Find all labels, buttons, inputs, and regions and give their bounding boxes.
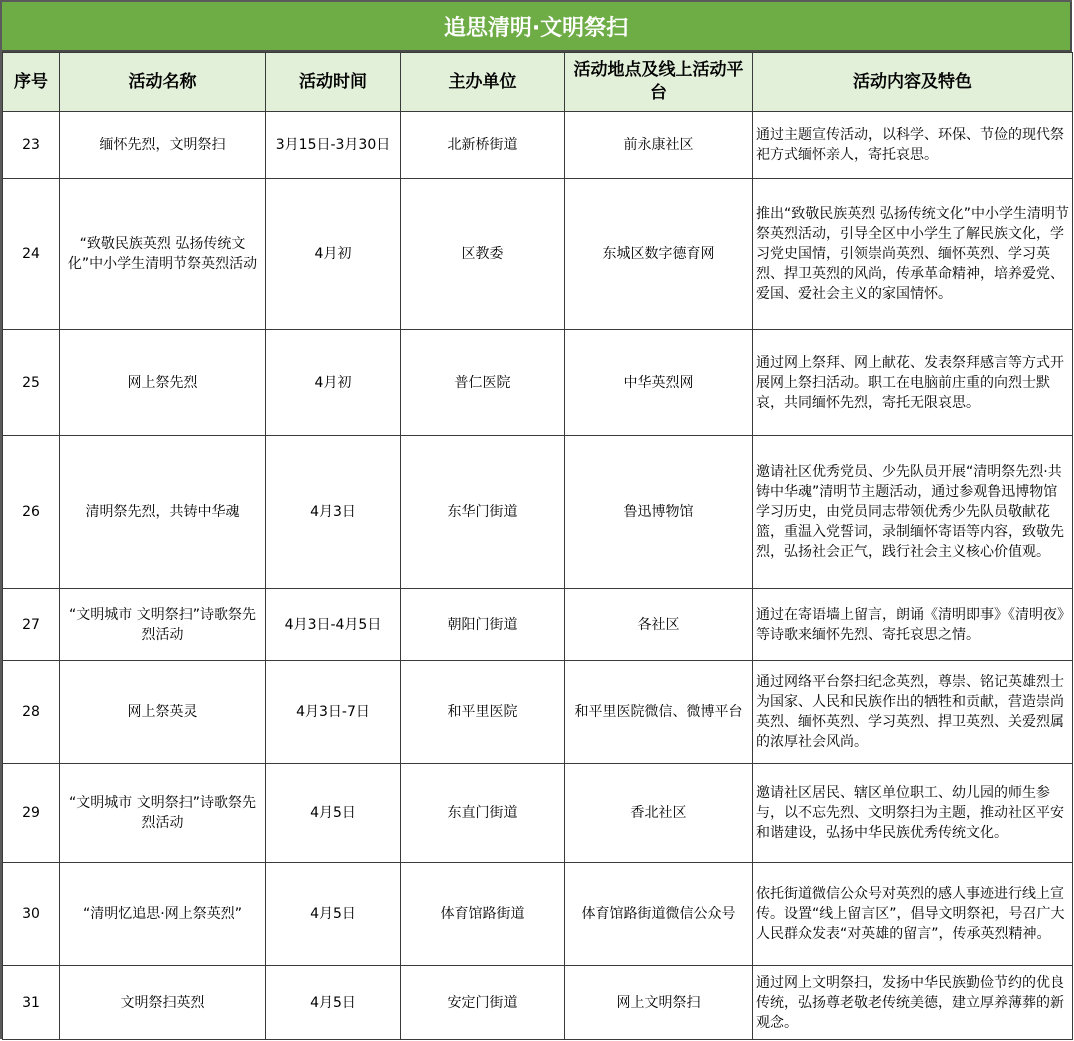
cell-name: “致敬民族英烈 弘扬传统文化”中小学生清明节祭英烈活动	[60, 179, 266, 330]
cell-no: 24	[3, 179, 60, 330]
cell-desc: 通过网上文明祭扫，发扬中华民族勤俭节约的优良传统，弘扬尊老敬老传统美德，建立厚养薄葬的新观念。	[753, 966, 1073, 1040]
cell-time: 4月5日	[266, 863, 401, 966]
cell-name: 文明祭扫英烈	[60, 966, 266, 1040]
activity-table	[2, 52, 1073, 1040]
table-row	[3, 863, 1073, 966]
cell-name: 网上祭先烈	[60, 330, 266, 436]
cell-place: 网上文明祭扫	[565, 966, 753, 1040]
cell-desc: 邀请社区优秀党员、少先队员开展“清明祭先烈·共铸中华魂”清明节主题活动，通过参观鲁迅博物馆学习历史，由党员同志带领优秀少先队员敬献花篮，重温入党誓词，录制缅怀寄语等内容，致敬先烈，弘扬社会正气，践行社会主义核心价值观。	[753, 436, 1073, 589]
cell-no: 28	[3, 661, 60, 764]
cell-org: 东直门街道	[401, 764, 565, 863]
cell-time: 4月3日-7日	[266, 661, 401, 764]
table-row	[3, 179, 1073, 330]
table-row	[3, 764, 1073, 863]
header-row	[3, 53, 1073, 112]
cell-time: 4月3日-4月5日	[266, 589, 401, 661]
cell-no: 30	[3, 863, 60, 966]
cell-place: 东城区数字德育网	[565, 179, 753, 330]
cell-org: 体育馆路街道	[401, 863, 565, 966]
cell-name: 缅怀先烈，文明祭扫	[60, 112, 266, 179]
table-row	[3, 436, 1073, 589]
cell-desc: 通过网上祭拜、网上献花、发表祭拜感言等方式开展网上祭扫活动。职工在电脑前庄重的向烈士默哀，共同缅怀先烈，寄托无限哀思。	[753, 330, 1073, 436]
header-org: 主办单位	[401, 53, 565, 112]
cell-org: 北新桥街道	[401, 112, 565, 179]
table-row	[3, 661, 1073, 764]
cell-name: 网上祭英灵	[60, 661, 266, 764]
table-title: 追思清明·文明祭扫	[2, 2, 1072, 52]
cell-time: 4月5日	[266, 966, 401, 1040]
header-time: 活动时间	[266, 53, 401, 112]
cell-place: 香北社区	[565, 764, 753, 863]
cell-place: 体育馆路街道微信公众号	[565, 863, 753, 966]
cell-name: “文明城市 文明祭扫”诗歌祭先烈活动	[60, 764, 266, 863]
cell-org: 安定门街道	[401, 966, 565, 1040]
cell-no: 23	[3, 112, 60, 179]
cell-time: 4月初	[266, 330, 401, 436]
table-row	[3, 112, 1073, 179]
cell-name: “文明城市 文明祭扫”诗歌祭先烈活动	[60, 589, 266, 661]
header-place: 活动地点及线上活动平台	[565, 53, 753, 112]
cell-org: 和平里医院	[401, 661, 565, 764]
cell-name: “清明忆追思·网上祭英烈”	[60, 863, 266, 966]
cell-time: 4月3日	[266, 436, 401, 589]
cell-desc: 通过网络平台祭扫纪念英烈，尊崇、铭记英雄烈士为国家、人民和民族作出的牺牲和贡献，营造崇尚英烈、缅怀英烈、学习英烈、捍卫英烈、关爱烈属的浓厚社会风尚。	[753, 661, 1073, 764]
cell-org: 东华门街道	[401, 436, 565, 589]
cell-desc: 通过主题宣传活动，以科学、环保、节俭的现代祭祀方式缅怀亲人，寄托哀思。	[753, 112, 1073, 179]
cell-no: 26	[3, 436, 60, 589]
header-no: 序号	[3, 53, 60, 112]
cell-desc: 依托街道微信公众号对英烈的感人事迹进行线上宣传。设置“线上留言区”，倡导文明祭祀，号召广大人民群众发表“对英雄的留言”，传承英烈精神。	[753, 863, 1073, 966]
cell-place: 鲁迅博物馆	[565, 436, 753, 589]
table-row	[3, 966, 1073, 1040]
header-desc: 活动内容及特色	[753, 53, 1073, 112]
cell-org: 普仁医院	[401, 330, 565, 436]
cell-org: 朝阳门街道	[401, 589, 565, 661]
cell-desc: 邀请社区居民、辖区单位职工、幼儿园的师生参与，以不忘先烈、文明祭扫为主题，推动社区平安和谐建设，弘扬中华民族优秀传统文化。	[753, 764, 1073, 863]
cell-time: 4月初	[266, 179, 401, 330]
table-row	[3, 330, 1073, 436]
cell-place: 前永康社区	[565, 112, 753, 179]
cell-no: 27	[3, 589, 60, 661]
cell-name: 清明祭先烈，共铸中华魂	[60, 436, 266, 589]
cell-place: 中华英烈网	[565, 330, 753, 436]
cell-time: 4月5日	[266, 764, 401, 863]
table-row	[3, 589, 1073, 661]
cell-no: 25	[3, 330, 60, 436]
cell-no: 31	[3, 966, 60, 1040]
cell-desc: 推出“致敬民族英烈 弘扬传统文化”中小学生清明节祭英烈活动，引导全区中小学生了解民族文化，学习党史国情，引领崇尚英烈、缅怀英烈、学习英烈、捍卫英烈的风尚，传承革命精神，培养爱党、爱国、爱社会主义的家国情怀。	[753, 179, 1073, 330]
cell-org: 区教委	[401, 179, 565, 330]
cell-desc: 通过在寄语墙上留言，朗诵《清明即事》《清明夜》等诗歌来缅怀先烈、寄托哀思之情。	[753, 589, 1073, 661]
cell-place: 各社区	[565, 589, 753, 661]
cell-no: 29	[3, 764, 60, 863]
cell-time: 3月15日-3月30日	[266, 112, 401, 179]
cell-place: 和平里医院微信、微博平台	[565, 661, 753, 764]
header-name: 活动名称	[60, 53, 266, 112]
